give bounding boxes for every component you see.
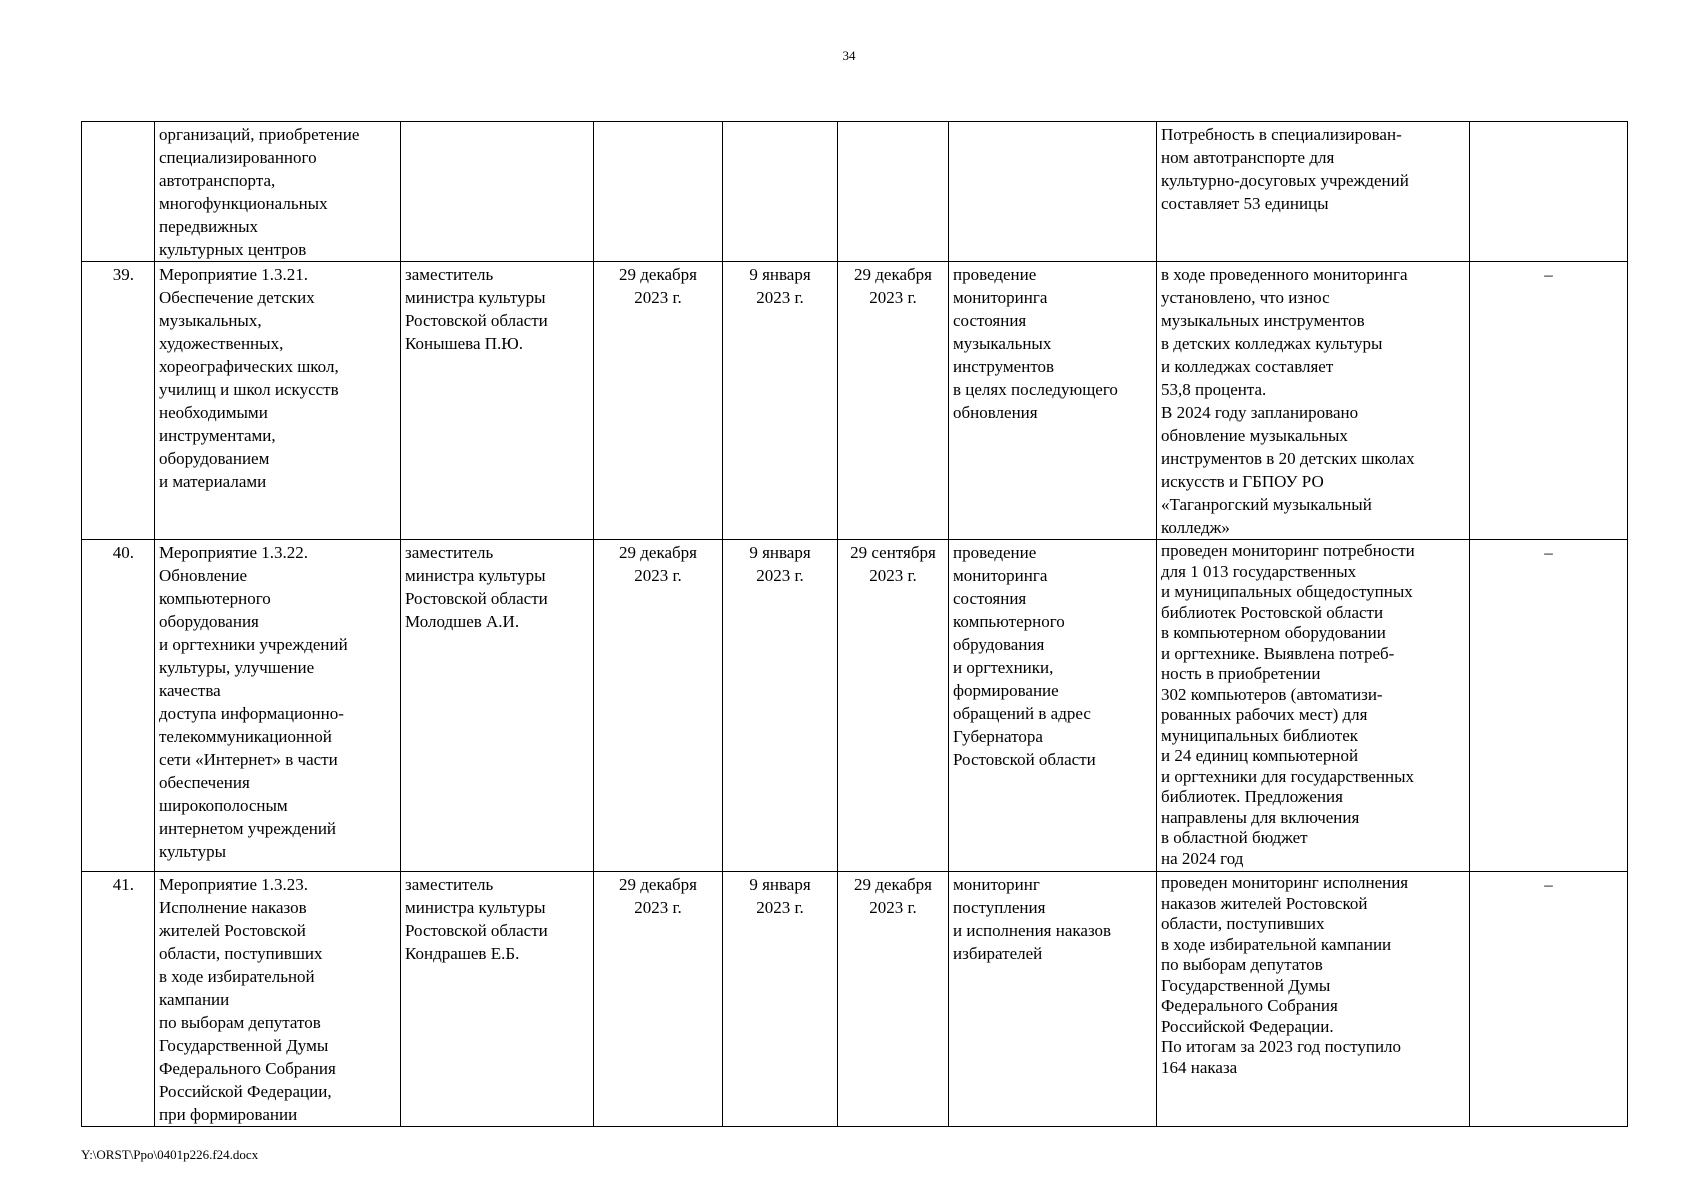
responsible-cell: заместитель министра культуры Ростовской области Конышева П.Ю. <box>401 262 594 540</box>
footer-file-path: Y:\ORST\Ppo\0401p226.f24.docx <box>81 1147 259 1162</box>
responsible-cell: заместитель министра культуры Ростовской области Молодшев А.И. <box>401 540 594 872</box>
row-number <box>82 122 155 262</box>
row-number: 41. <box>82 872 155 1127</box>
report-table <box>81 121 1628 1127</box>
responsible-cell <box>401 122 594 262</box>
start-date-cell: 9 января 2023 г. <box>723 540 838 872</box>
note-cell: – <box>1470 262 1628 540</box>
plan-date-cell: 29 декабря 2023 г. <box>594 872 723 1127</box>
action-cell: проведение мониторинга состояния музыкальных инструментов в целях последующего обновления <box>949 262 1157 540</box>
start-date-cell: 9 января 2023 г. <box>723 872 838 1127</box>
action-cell <box>949 122 1157 262</box>
start-date-cell: 9 января 2023 г. <box>723 262 838 540</box>
action-cell: мониторинг поступления и исполнения наказов избирателей <box>949 872 1157 1127</box>
end-date-cell: 29 декабря 2023 г. <box>838 872 949 1127</box>
end-date-cell: 29 сентября 2023 г. <box>838 540 949 872</box>
event-cell: Мероприятие 1.3.22. Обновление компьютерного оборудования и оргтехники учреждений культуры, улучшение качества доступа информационно- телекоммуникационной сети «Интернет» в части обеспечения широкополосным интернетом учреждений культуры <box>155 540 401 872</box>
responsible-cell: заместитель министра культуры Ростовской области Кондрашев Е.Б. <box>401 872 594 1127</box>
table-row <box>82 872 1628 1127</box>
result-cell: проведен мониторинг исполнения наказов жителей Ростовской области, поступивших в ходе избирательной кампании по выборам депутатов Государственной Думы Федерального Собрания Российской Федерации. По итогам за 2023 год поступило 164 наказа <box>1157 872 1470 1127</box>
action-cell: проведение мониторинга состояния компьютерного обрудования и оргтехники, формирование обращений в адрес Губернатора Ростовской области <box>949 540 1157 872</box>
table-row <box>82 540 1628 872</box>
result-cell: Потребность в специализирован- ном автотранспорте для культурно-досуговых учреждений составляет 53 единицы <box>1157 122 1470 262</box>
note-cell: – <box>1470 872 1628 1127</box>
plan-date-cell <box>594 122 723 262</box>
row-number: 40. <box>82 540 155 872</box>
result-cell: проведен мониторинг потребности для 1 013 государственных и муниципальных общедоступных библиотек Ростовской области в компьютерном оборудовании и оргтехнике. Выявлена потреб- ность в приобретении 302 компьютеров (автоматизи- рованных рабочих мест) для муниципальных библиотек и 24 единиц компьютерной и оргтехники для государственных библиотек. Предложения направлены для включения в областной бюджет на 2024 год <box>1157 540 1470 872</box>
end-date-cell: 29 декабря 2023 г. <box>838 262 949 540</box>
event-cell: организаций, приобретение специализированного автотранспорта, многофункциональных передвижных культурных центров <box>155 122 401 262</box>
page-number: 34 <box>842 48 856 63</box>
start-date-cell <box>723 122 838 262</box>
event-cell: Мероприятие 1.3.21. Обеспечение детских музыкальных, художественных, хореографических школ, училищ и школ искусств необходимыми инструментами, оборудованием и материалами <box>155 262 401 540</box>
table-row <box>82 262 1628 540</box>
plan-date-cell: 29 декабря 2023 г. <box>594 540 723 872</box>
note-cell: – <box>1470 540 1628 872</box>
table-row <box>82 122 1628 262</box>
end-date-cell <box>838 122 949 262</box>
note-cell <box>1470 122 1628 262</box>
plan-date-cell: 29 декабря 2023 г. <box>594 262 723 540</box>
result-cell: в ходе проведенного мониторинга установлено, что износ музыкальных инструментов в детских колледжах культуры и колледжах составляет 53,8 процента. В 2024 году запланировано обновление музыкальных инструментов в 20 детских школах искусств и ГБПОУ РО «Таганрогский музыкальный колледж» <box>1157 262 1470 540</box>
row-number: 39. <box>82 262 155 540</box>
event-cell: Мероприятие 1.3.23. Исполнение наказов жителей Ростовской области, поступивших в ходе избирательной кампании по выборам депутатов Государственной Думы Федерального Собрания Российской Федерации, при формировании <box>155 872 401 1127</box>
